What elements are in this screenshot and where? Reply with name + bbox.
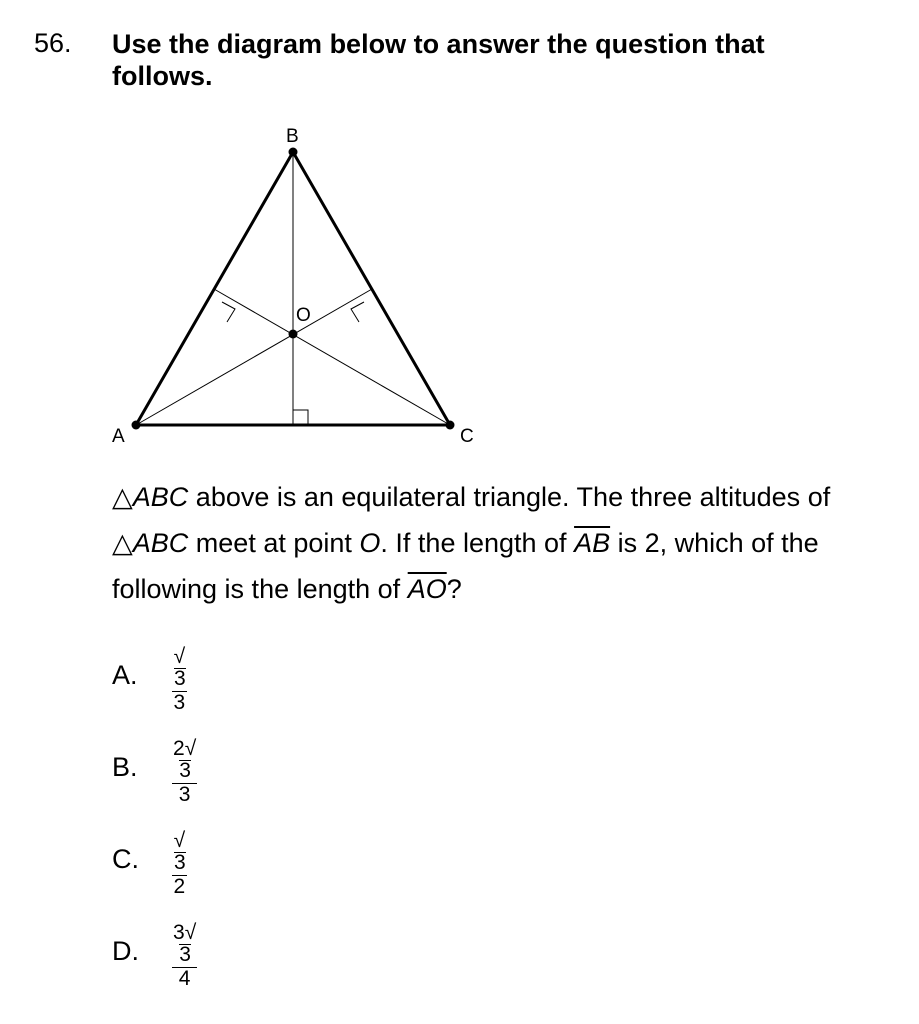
choice-letter: A.: [112, 660, 138, 690]
stem-text-5: ?: [446, 574, 462, 604]
vertex-c-dot: [446, 421, 455, 430]
label-c: C: [460, 426, 474, 447]
question-instruction: Use the diagram below to answer the question that follows.: [112, 29, 765, 91]
question-stem: [112, 474, 902, 612]
denominator: 3: [173, 691, 186, 714]
triangle-name: ABC: [132, 528, 189, 558]
segment-ao: $\overline{AO}$: [407, 574, 447, 604]
coefficient: 2: [173, 737, 185, 760]
denominator: 2: [173, 875, 186, 898]
triangle-name: ABC: [132, 482, 189, 512]
choice-letter: D.: [112, 936, 139, 966]
choice-fraction: $\frac{√3}{2}$: [173, 829, 186, 898]
vertex-b-dot: [289, 148, 298, 157]
choice-letter: C.: [112, 844, 139, 874]
point-o-name: O: [359, 528, 381, 558]
choice-letter: B.: [112, 752, 138, 782]
stem-text-2: meet at point: [188, 528, 360, 558]
choice-fraction: $\frac{√3}{3}$: [173, 645, 186, 714]
stem-text-3: . If the length of: [380, 528, 575, 558]
triangle-symbol: △: [112, 528, 133, 558]
triangle-symbol: △: [112, 482, 133, 512]
right-angle-marker-bc: [351, 302, 364, 322]
label-a: A: [112, 426, 125, 447]
radicand: 3: [174, 851, 186, 874]
radicand: 3: [179, 943, 191, 966]
radicand: 3: [174, 667, 186, 690]
stem-text-1: above is an equilateral triangle. The three altitudes of: [188, 482, 831, 512]
radicand: 3: [179, 759, 191, 782]
label-o: O: [296, 305, 311, 326]
stem-text-4: is 2, which of the following is the length of: [112, 528, 819, 604]
vertex-a-dot: [132, 421, 141, 430]
choice-fraction: $\frac{3√3}{4}$: [173, 921, 197, 990]
right-angle-marker-ab: [222, 302, 235, 322]
right-angle-marker-base: [293, 410, 308, 425]
question-number: 56.: [34, 28, 72, 58]
altitude-from-c: [214, 289, 450, 425]
segment-ab: $\overline{AB}$: [574, 528, 611, 558]
denominator: 4: [178, 967, 191, 990]
choice-fraction: $\frac{2√3}{3}$: [173, 737, 197, 806]
equilateral-triangle-diagram: [0, 0, 919, 470]
altitude-from-a: [136, 289, 372, 425]
coefficient: 3: [173, 921, 185, 944]
point-o-dot: [289, 330, 298, 339]
denominator: 3: [178, 783, 191, 806]
label-b: B: [286, 126, 299, 147]
